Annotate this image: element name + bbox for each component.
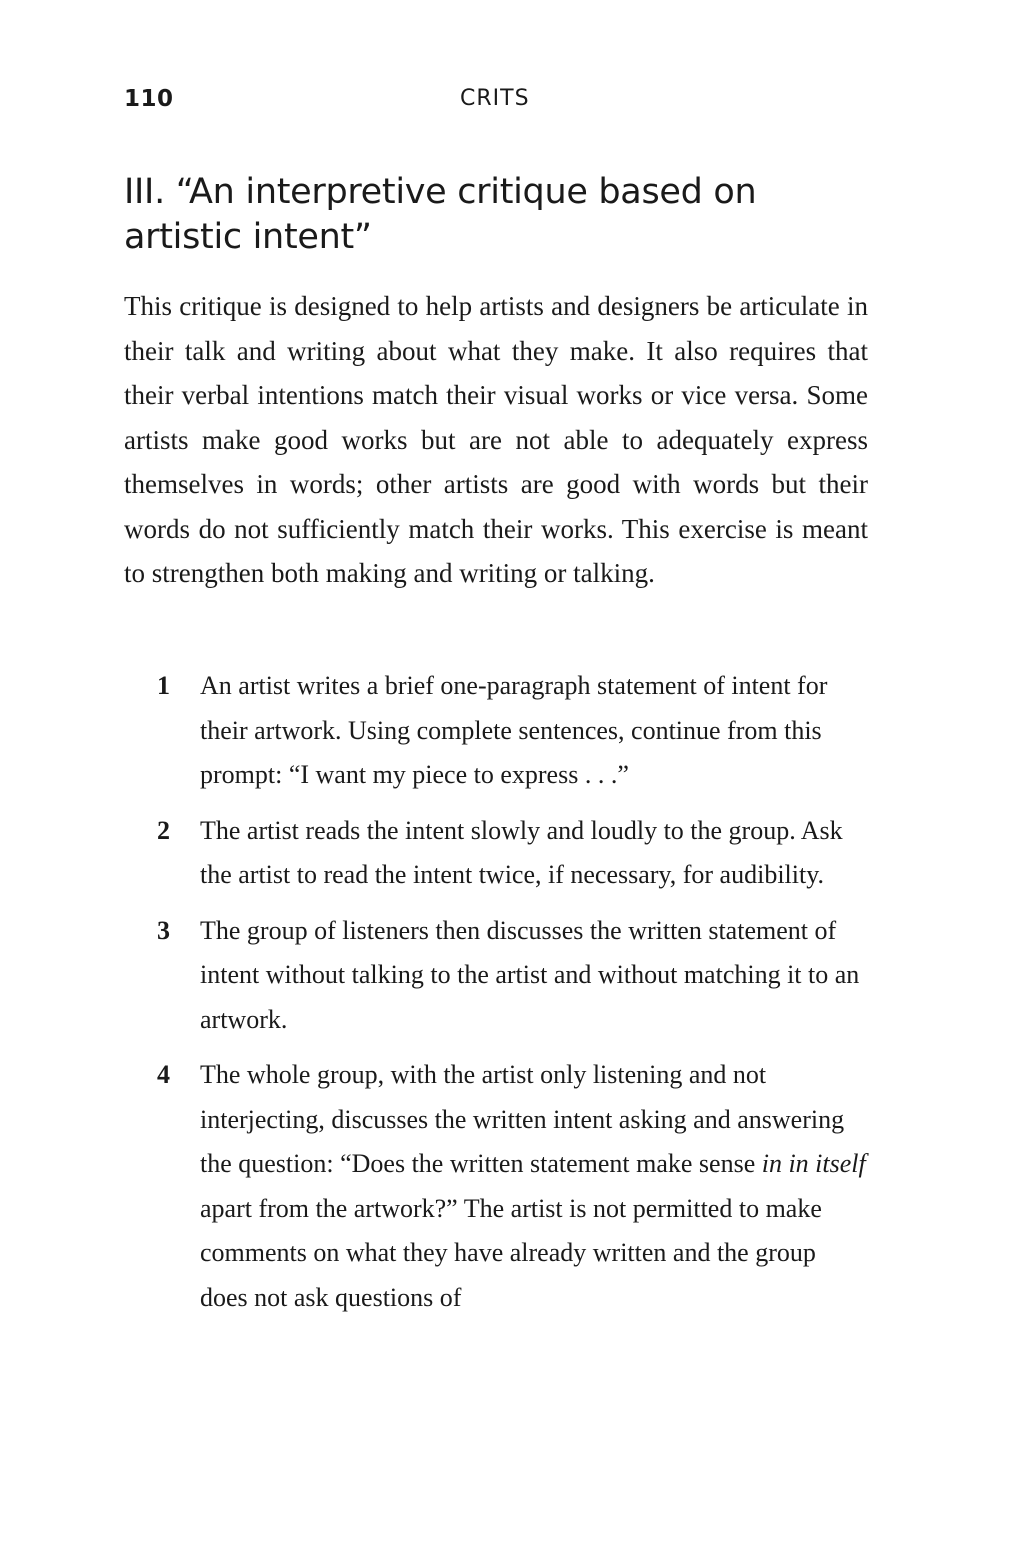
- page-number: 110: [124, 86, 174, 112]
- step-text: [200, 1053, 868, 1320]
- step-text: The artist reads the intent slowly and loudly to the group. Ask the artist to read the intent twice, if necessary, for audibility.: [200, 815, 843, 889]
- step-number: 4: [157, 1060, 170, 1089]
- running-head: [124, 86, 868, 118]
- list-item: [124, 809, 868, 898]
- list-item: [124, 1053, 868, 1320]
- list-item: [124, 664, 868, 798]
- step-text-emphasis: in in itself: [761, 1149, 866, 1178]
- section-heading: III. “An interpretive critique based on artistic intent”: [124, 172, 757, 257]
- step-number: 3: [157, 915, 170, 945]
- steps-list: [124, 664, 868, 1331]
- step-text: An artist writes a brief one-paragraph statement of intent for their artwork. Using complete sentences, continue from this prompt: “I want my piece to express . . .”: [200, 671, 828, 789]
- step-text-before: The whole group, with the artist only listening and not interjecting, discusses the written intent asking and answering the question: “Does the written statement make sense: [200, 1060, 845, 1178]
- list-item: [124, 909, 868, 1043]
- intro-paragraph: This critique is designed to help artists and designers be articulate in their talk and writing about what they make. It also requires that their verbal intentions match their visual works or vice versa. Some artists make good works but are not able to adequately express themselves in words; other artists are good with words but their words do not sufficiently match their works. This exercise is meant to strengthen both making and writing or talking.: [124, 291, 868, 588]
- step-number: 2: [157, 815, 170, 845]
- step-number: 1: [157, 671, 170, 700]
- step-text-after: apart from the artwork?” The artist is not permitted to make comments on what they have already written and the group does not ask questions of: [200, 1193, 822, 1312]
- step-text: The group of listeners then discusses the written statement of intent without talking to the artist and without matching it to an artwork.: [200, 915, 860, 1034]
- running-title: CRITS: [460, 86, 530, 111]
